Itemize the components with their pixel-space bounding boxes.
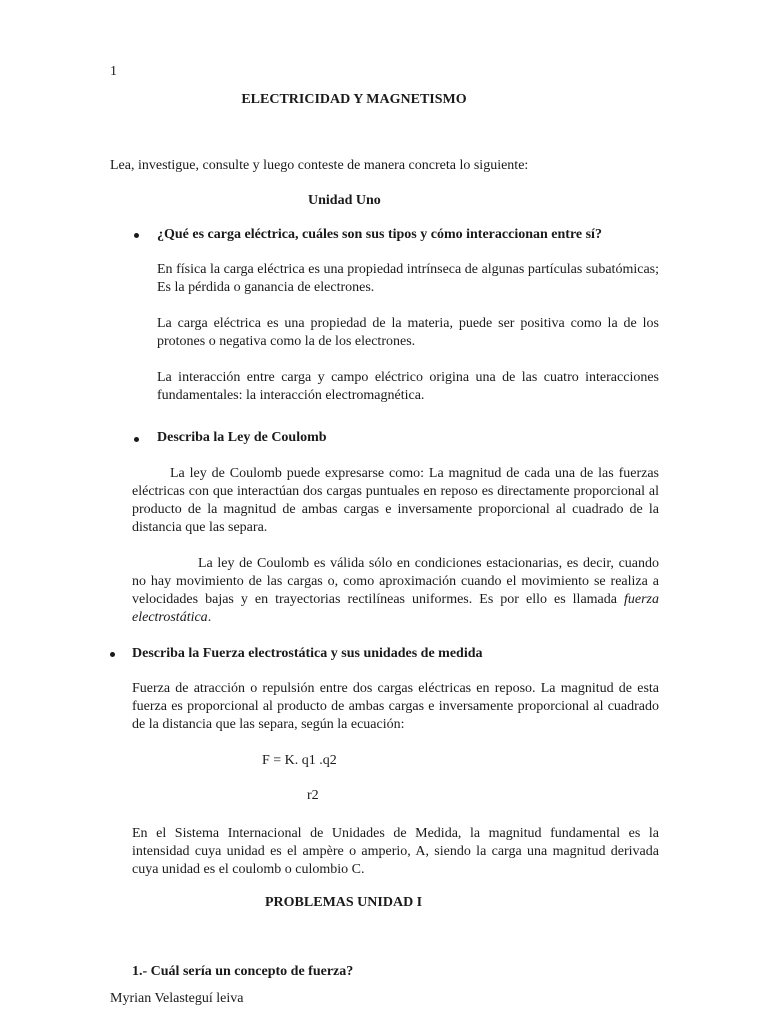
problem-1: 1.- Cuál sería un concepto de fuerza?	[132, 964, 354, 979]
question-3: Describa la Fuerza electrostática y sus unidades de medida	[132, 646, 483, 661]
q1-paragraph-2: La carga eléctrica es una propiedad de la materia, puede ser positiva como la de los protones o negativa como la de los electrones.	[157, 316, 659, 349]
q1-paragraph-1: En física la carga eléctrica es una propiedad intrínseca de algunas partículas subatómicas; Es la pérdida o ganancia de electrones.	[157, 262, 659, 295]
bullet-icon	[110, 652, 115, 657]
problems-heading: PROBLEMAS UNIDAD I	[265, 895, 423, 910]
page-number: 1	[110, 64, 117, 79]
bullet-icon	[134, 233, 139, 238]
q2-paragraph-2	[132, 555, 659, 627]
question-2: Describa la Ley de Coulomb	[157, 430, 327, 445]
equation-denominator: r2	[307, 788, 319, 803]
q2-paragraph-2-end: .	[207, 610, 212, 625]
q2-paragraph-1: La ley de Coulomb puede expresarse como: La magnitud de cada una de las fuerzas eléctricas con que interactúan dos cargas puntuales en reposo es directamente proporcional al producto de la magnitud de ambas cargas e inversamente proporcional al cuadrado de la distancia que las separa.	[132, 466, 659, 535]
unit-heading: Unidad Uno	[308, 193, 381, 208]
document-title: ELECTRICIDAD Y MAGNETISMO	[241, 92, 467, 107]
question-1: ¿Qué es carga eléctrica, cuáles son sus tipos y cómo interaccionan entre sí?	[157, 227, 602, 242]
q1-paragraph-3: La interacción entre carga y campo eléctrico origina una de las cuatro interacciones fundamentales: la interacción electromagnética.	[157, 370, 659, 403]
q2-paragraph-2-text: La ley de Coulomb es válida sólo en condiciones estacionarias, es decir, cuando no hay movimiento de las cargas o, como aproximación cuando el movimiento se realiza a velocidades bajas y en trayectorias rectilíneas uniformes. Es por ello es llamada	[132, 556, 659, 607]
equation-numerator: F = K. q1 .q2	[262, 753, 337, 768]
instructions: Lea, investigue, consulte y luego conteste de manera concreta lo siguiente:	[110, 158, 529, 173]
q2-emphasis: fuerza electrostática	[132, 592, 659, 625]
q3-paragraph-1: Fuerza de atracción o repulsión entre dos cargas eléctricas en reposo. La magnitud de esta fuerza es proporcional al producto de ambas cargas e inversamente proporcional al cuadrado de la distancia que las separa, según la ecuación:	[132, 681, 659, 732]
bullet-icon	[134, 437, 139, 442]
author-footer: Myrian Velasteguí leiva	[110, 991, 244, 1006]
q3-paragraph-2: En el Sistema Internacional de Unidades de Medida, la magnitud fundamental es la intensidad cuya unidad es el ampère o amperio, A, siendo la carga una magnitud derivada cuya unidad es el coulomb o culombio C.	[132, 826, 659, 877]
